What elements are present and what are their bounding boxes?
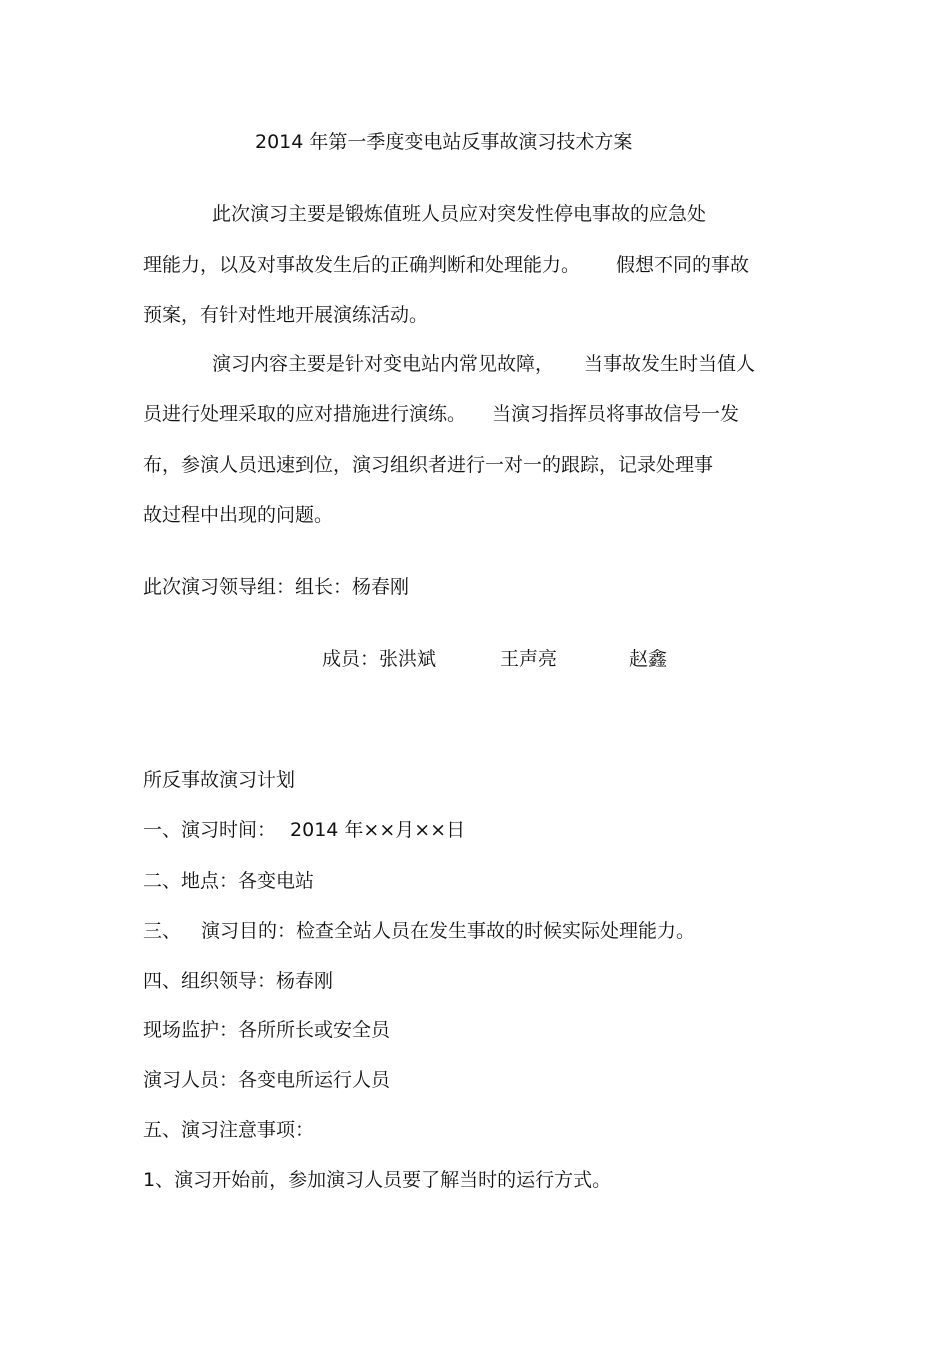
plan-heading: 所反事故演习计划 xyxy=(143,769,296,791)
intro-p1-line2-a: 理能力，以及对事故发生后的正确判断和处理能力。 xyxy=(143,254,581,276)
plan-item-participants: 演习人员：各变电所运行人员 xyxy=(143,1069,391,1091)
intro-p2-line2-a: 员进行处理采取的应对措施进行演练。 xyxy=(143,403,467,425)
plan-item-purpose-value: 演习目的：检查全站人员在发生事故的时候实际处理能力。 xyxy=(201,920,696,942)
member-2: 王声亮 xyxy=(500,648,558,670)
plan-item-purpose-label: 三、 xyxy=(143,920,182,942)
intro-p1-line1: 此次演习主要是锻炼值班人员应对突发性停电事故的应急处 xyxy=(212,203,707,225)
member-1: 成员：张洪斌 xyxy=(322,648,437,670)
plan-item-supervision: 现场监护：各所所长或安全员 xyxy=(143,1019,391,1041)
intro-p2-line4: 故过程中出现的问题。 xyxy=(143,504,334,526)
intro-p1-line3: 预案，有针对性地开展演练活动。 xyxy=(143,304,429,326)
document-title: 2014 年第一季度变电站反事故演习技术方案 xyxy=(255,131,633,153)
intro-p1-line2-b: 假想不同的事故 xyxy=(616,254,750,276)
intro-p1-line2 xyxy=(143,252,749,278)
plan-item-notes-heading: 五、演习注意事项： xyxy=(143,1119,315,1141)
plan-item-time-label: 一、演习时间： xyxy=(143,819,277,841)
plan-note-1: 1、演习开始前，参加演习人员要了解当时的运行方式。 xyxy=(143,1169,612,1191)
intro-p2-line1-b: 当事故发生时当值人 xyxy=(584,353,756,375)
intro-p2-line1 xyxy=(212,351,755,377)
leadership-leader: 此次演习领导组：组长：杨春刚 xyxy=(143,576,410,598)
intro-p2-line2-b: 当演习指挥员将事故信号一发 xyxy=(492,403,740,425)
plan-item-time xyxy=(143,817,465,843)
plan-item-leadership: 四、组织领导：杨春刚 xyxy=(143,970,334,992)
intro-p2-line1-a: 演习内容主要是针对变电站内常见故障， xyxy=(212,353,555,375)
plan-item-purpose xyxy=(143,918,695,944)
intro-p2-line2 xyxy=(143,401,739,427)
intro-p2-line3: 布，参演人员迅速到位，演习组织者进行一对一的跟踪，记录处理事 xyxy=(143,454,714,476)
plan-item-time-value: 2014 年××月××日 xyxy=(290,819,466,841)
leadership-members xyxy=(322,646,667,672)
member-3: 赵鑫 xyxy=(629,648,668,670)
plan-item-location: 二、地点：各变电站 xyxy=(143,870,315,892)
